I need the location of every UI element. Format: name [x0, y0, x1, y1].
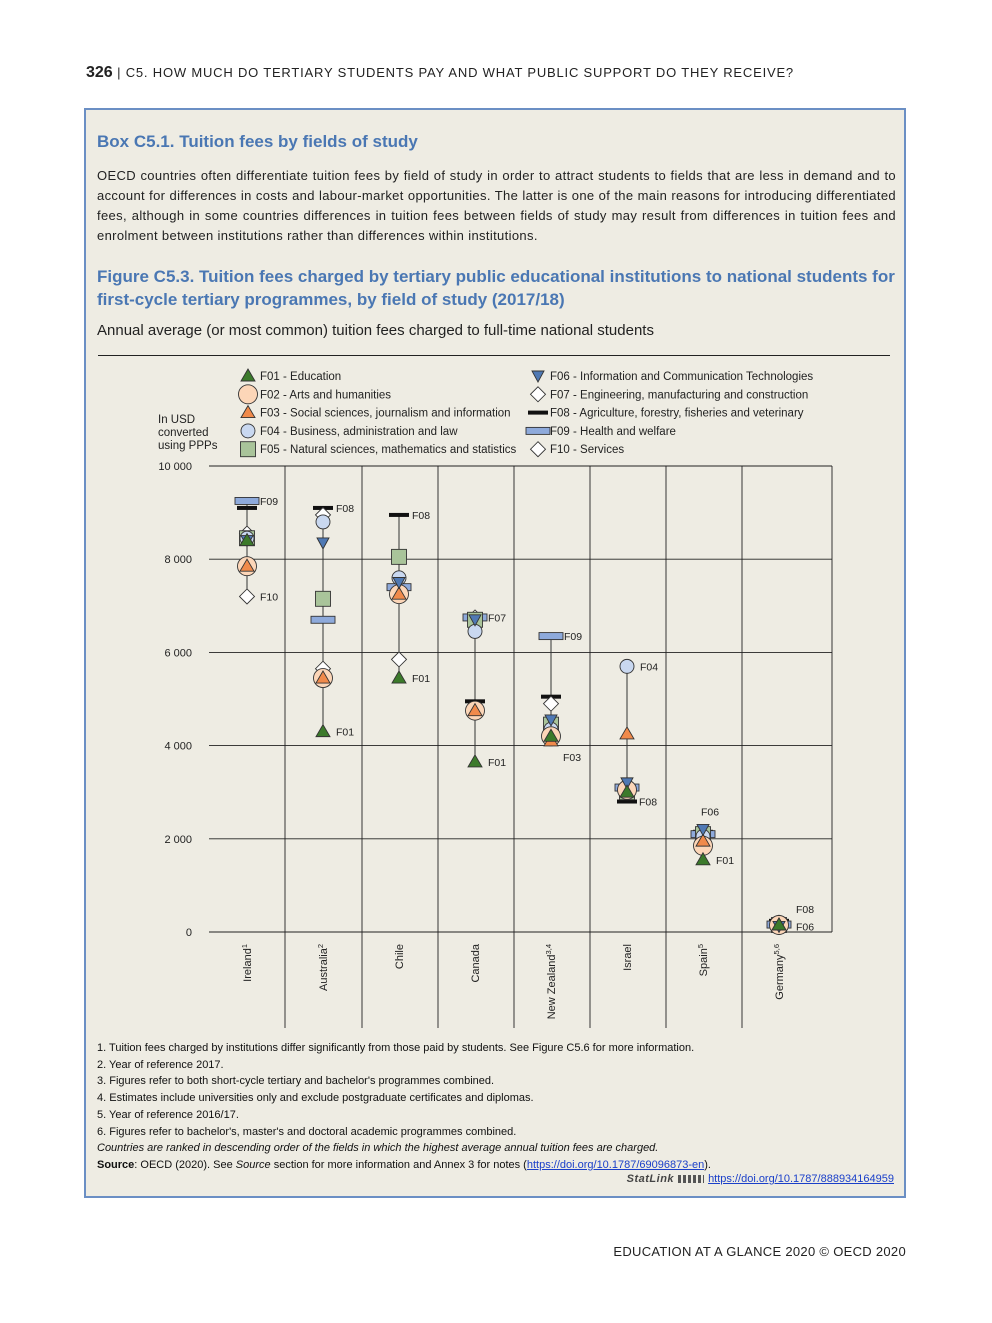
point-label-f08: F08: [639, 796, 658, 809]
note-6: 6. Figures refer to bachelor's, master's and doctoral academic programmes combined.: [97, 1125, 517, 1138]
data-point-f03: [620, 727, 634, 739]
note-1: 1. Tuition fees charged by institutions differ significantly from those paid by students. See Figure C5.6 for more information.: [97, 1042, 695, 1054]
country-group: [235, 496, 278, 982]
point-label-f08: F08: [412, 509, 431, 522]
note-2: 2. Year of reference 2017.: [97, 1058, 224, 1071]
y-axis-label-line: using PPPs: [158, 440, 218, 452]
country-footnote: 5,6: [772, 944, 781, 955]
point-label-f01: F01: [716, 854, 735, 867]
note-4: 4. Estimates include universities only and exclude postgraduate certificates and diplomas.: [97, 1092, 534, 1105]
y-tick-label: 0: [185, 927, 192, 939]
source-text-3: ).: [704, 1158, 711, 1171]
page-number: 326: [86, 64, 113, 81]
legend-label-f08: F08 - Agriculture, forestry, fisheries and veterinary: [550, 407, 804, 420]
point-label-f01: F01: [336, 726, 355, 739]
country-group: [311, 503, 354, 991]
figure-subtitle: Annual average (or most common) tuition fees charged to full-time national students: [97, 322, 654, 339]
box-text: OECD countries often differentiate tuition fees by field of study in order to attract students to fields that are less in demand and to account for differences in costs and labour-market opportunities. The latter is one of the main reasons for introducing differentiated fees, although in some countries differences in tuition fees between fields of study may result from differences in tuition fees and enrolment between institutions rather than differences within institutions.: [97, 168, 896, 243]
source-text-1: : OECD (2020). See: [134, 1158, 236, 1171]
data-point-f10: [240, 589, 255, 604]
data-point-f06: [317, 538, 329, 549]
source-text-italic: Source: [235, 1158, 271, 1171]
y-tick-label: 2 000: [164, 833, 192, 846]
box-title: Box C5.1. Tuition fees by fields of study: [97, 132, 418, 151]
legend-label-f05: F05 - Natural sciences, mathematics and statistics: [260, 444, 517, 457]
legend-label-f04: F04 - Business, administration and law: [260, 425, 458, 438]
point-label-f06: F06: [796, 921, 815, 934]
chart-legend: [239, 369, 814, 457]
chapter-title: C5. HOW MUCH DO TERTIARY STUDENTS PAY AND WHAT PUBLIC SUPPORT DO THEY RECEIVE?: [125, 65, 794, 80]
y-tick-label: 4 000: [164, 740, 192, 753]
point-label-f01: F01: [488, 756, 507, 769]
data-point-f09: [235, 497, 259, 504]
country-label: Germany$^{5,6}$: [772, 944, 786, 1000]
country-footnote: 5: [696, 944, 705, 949]
statlink-label: StatLink: [626, 1173, 675, 1185]
country-group: [387, 510, 430, 969]
y-tick-label: 6 000: [164, 647, 192, 660]
point-label-f03: F03: [563, 751, 582, 764]
legend-label-f02: F02 - Arts and humanities: [260, 389, 392, 402]
box-c5-1: [84, 108, 906, 1198]
source-link[interactable]: https://doi.org/10.1787/69096873-en: [526, 1158, 705, 1171]
notes: [97, 1040, 897, 1174]
y-axis-label-line: converted: [158, 427, 209, 439]
point-label-f09: F09: [564, 631, 583, 644]
legend-label-f10: F10 - Services: [550, 444, 625, 457]
point-label-f08: F08: [796, 903, 815, 916]
country-group: [767, 904, 814, 1000]
country-label: Australia$^2$: [316, 944, 330, 991]
tuition-fees-chart: [86, 360, 904, 1040]
data-point-f01: [392, 671, 406, 683]
y-tick-label: 8 000: [164, 554, 192, 567]
point-label-f06: F06: [701, 806, 720, 819]
point-label-f07: F07: [488, 612, 507, 625]
point-label-f01: F01: [412, 673, 431, 686]
ranking-note: Countries are ranked in descending order of the fields in which the highest average annual tuition fees are charged.: [97, 1142, 659, 1155]
country-label: Canada: [470, 944, 482, 983]
legend-marker-f03: [241, 406, 255, 418]
country-footnote: 1: [240, 944, 249, 949]
figure-title: Figure C5.3. Tuition fees charged by tertiary public educational institutions to national students for first-cycle tertiary programmes, by field of study (2017/18): [97, 267, 895, 309]
data-point-f10: [392, 652, 407, 667]
country-label: Chile: [394, 944, 406, 970]
data-point-f09: [311, 616, 335, 623]
legend-label-f06: F06 - Information and Communication Technologies: [550, 371, 814, 383]
legend-label-f09: F09 - Health and welfare: [550, 425, 676, 438]
data-point-f09: [539, 633, 563, 640]
country-label: Spain$^5$: [696, 944, 710, 977]
point-label-f09: F09: [260, 495, 279, 508]
legend-label-f01: F01 - Education: [260, 371, 342, 383]
legend-marker-f05: [241, 442, 256, 457]
country-group: [463, 610, 506, 983]
data-point-f01: [468, 755, 482, 767]
point-label-f08: F08: [336, 502, 355, 515]
legend-label-f03: F03 - Social sciences, journalism and information: [260, 407, 511, 420]
legend-marker-f07: [531, 387, 546, 402]
country-group: [615, 659, 658, 971]
data-point-f08: [237, 506, 257, 510]
page-footer: EDUCATION AT A GLANCE 2020 © OECD 2020: [613, 1244, 906, 1259]
legend-marker-f08: [528, 411, 548, 415]
country-group: [691, 806, 734, 976]
data-point-f04: [620, 659, 634, 673]
legend-label-f07: F07 - Engineering, manufacturing and construction: [550, 389, 809, 402]
data-point-f01: [316, 725, 330, 737]
data-point-f05: [392, 549, 407, 564]
legend-marker-f06: [532, 371, 544, 382]
header-separator: |: [112, 65, 126, 80]
data-point-f08: [389, 513, 409, 517]
figure-divider: [98, 355, 890, 356]
legend-marker-f01: [241, 369, 255, 381]
country-label: Israel: [622, 944, 634, 971]
legend-marker-f04: [241, 424, 255, 438]
statlink: [627, 1173, 894, 1185]
data-point-f04: [316, 515, 330, 529]
note-3: 3. Figures refer to both short-cycle tertiary and bachelor's programmes combined.: [97, 1075, 495, 1088]
country-label: Ireland$^1$: [240, 944, 254, 982]
y-axis-label-line: In USD: [158, 414, 196, 426]
y-tick-label: 10 000: [158, 461, 192, 473]
legend-marker-f02: [239, 385, 258, 404]
page-header: [86, 64, 794, 82]
statlink-logo-icon: [678, 1175, 704, 1183]
data-point-f01: [696, 853, 710, 865]
statlink-url[interactable]: https://doi.org/10.1787/888934164959: [708, 1173, 894, 1185]
legend-marker-f10: [531, 442, 546, 457]
point-label-f10: F10: [260, 591, 279, 604]
source-line: [97, 1157, 897, 1174]
note-5: 5. Year of reference 2016/17.: [97, 1108, 239, 1121]
legend-marker-f09: [526, 427, 550, 434]
country-footnote: 2: [316, 944, 325, 949]
country-group: [539, 631, 582, 1019]
data-point-f05: [316, 591, 331, 606]
source-label: Source: [97, 1158, 135, 1171]
country-label: New Zealand$^{3,4}$: [544, 944, 558, 1020]
point-label-f04: F04: [640, 661, 659, 674]
source-text-2: section for more information and Annex 3 for notes (: [270, 1158, 527, 1171]
country-footnote: 3,4: [544, 944, 553, 955]
